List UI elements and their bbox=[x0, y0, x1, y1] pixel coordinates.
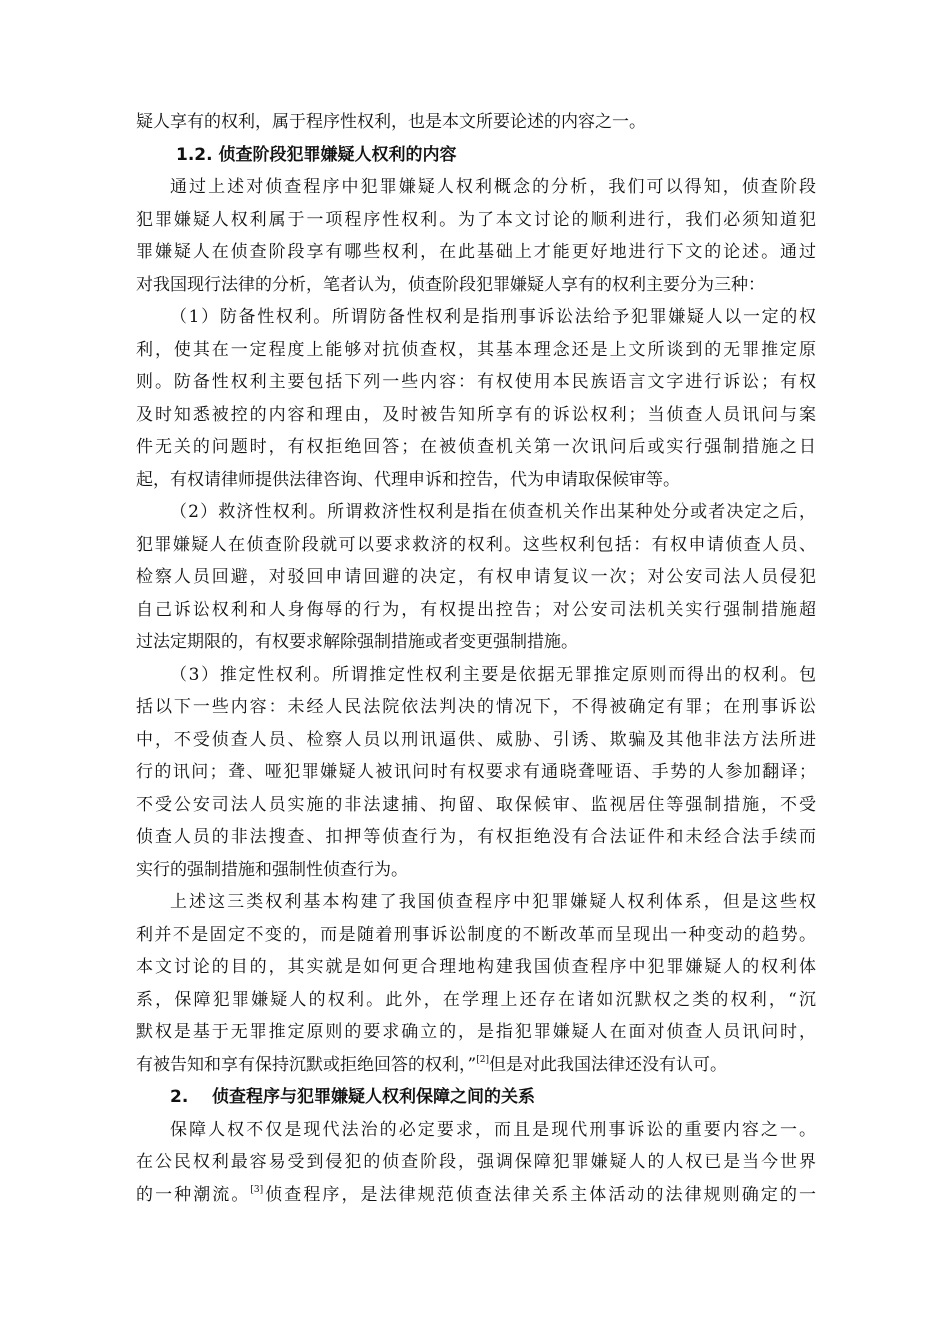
line-text: 有被告知和享有保持沉默或拒绝回答的权利，” bbox=[136, 1054, 477, 1075]
paragraph-line: 行的讯问；聋、哑犯罪嫌疑人被讯问时有权要求有通晓聋哑语、手势的人参加翻译； bbox=[136, 762, 816, 782]
paragraph-line: 括以下一些内容：未经人民法院依法判决的情况下，不得被确定有罪；在刑事诉讼 bbox=[136, 697, 816, 717]
footnote-ref[interactable]: [3] bbox=[250, 1184, 264, 1195]
paragraph-line: 在公民权利最容易受到侵犯的侦查阶段，强调保障犯罪嫌疑人的人权已是当今世界 bbox=[136, 1152, 816, 1172]
paragraph-line: 犯罪嫌疑人权利属于一项程序性权利。为了本文讨论的顺利进行，我们必须知道犯 bbox=[136, 209, 816, 230]
paragraph-line: 侦查人员的非法搜查、扣押等侦查行为，有权拒绝没有合法证件和未经合法手续而 bbox=[136, 827, 816, 847]
paragraph-line: 本文讨论的目的，其实就是如何更合理地构建我国侦查程序中犯罪嫌疑人的权利体 bbox=[136, 957, 816, 977]
paragraph-line: 上述这三类权利基本构建了我国侦查程序中犯罪嫌疑人权利体系，但是这些权 bbox=[170, 892, 816, 912]
paragraph-line: 疑人享有的权利，属于程序性权利，也是本文所要论述的内容之一。 bbox=[136, 112, 646, 132]
paragraph-line: 起，有权请律师提供法律咨询、代理申诉和控告，代为申请取保候审等。 bbox=[136, 469, 680, 490]
paragraph-line: 保障人权不仅是现代法治的必定要求，而且是现代刑事诉讼的重要内容之一。 bbox=[170, 1119, 816, 1140]
paragraph-line: 中，不受侦查人员、检察人员以刑讯逼供、威胁、引诱、欺骗及其他非法方法所进 bbox=[136, 729, 816, 750]
paragraph-line: 利，使其在一定程度上能够对抗侦查权，其基本理念还是上文所谈到的无罪推定原 bbox=[136, 339, 816, 360]
paragraph-line: （3）推定性权利。所谓推定性权利主要是依据无罪推定原则而得出的权利。包 bbox=[170, 664, 816, 685]
paragraph-line: 及时知悉被控的内容和理由，及时被告知所享有的诉讼权利；当侦查人员讯问与案 bbox=[136, 404, 816, 425]
paragraph-line: 对我国现行法律的分析，笔者认为，侦查阶段犯罪嫌疑人享有的权利主要分为三种： bbox=[136, 274, 765, 295]
paragraph-line: 自己诉讼权利和人身侮辱的行为，有权提出控告；对公安司法机关实行强制措施超 bbox=[136, 599, 816, 620]
footnote-ref[interactable]: [2] bbox=[476, 1054, 489, 1065]
line-text: 的一种潮流。 bbox=[136, 1184, 251, 1205]
heading-text: 侦查程序与犯罪嫌疑人权利保障之间的关系 bbox=[212, 1087, 535, 1107]
paragraph-line: 利并不是固定不变的，而是随着刑事诉讼制度的不断改革而呈现出一种变动的趋势。 bbox=[136, 924, 816, 945]
paragraph-line: 通过上述对侦查程序中犯罪嫌疑人权利概念的分析，我们可以得知，侦查阶段 bbox=[170, 177, 816, 197]
paragraph-line: 则。防备性权利主要包括下列一些内容：有权使用本民族语言文字进行诉讼；有权 bbox=[136, 372, 816, 392]
section-heading-2 bbox=[136, 1081, 816, 1114]
section-heading-1-2: 1.2. 侦查阶段犯罪嫌疑人权利的内容 bbox=[176, 144, 457, 165]
line-text: 但是对此我国法律还没有认可。 bbox=[488, 1054, 727, 1075]
paragraph-line: 默权是基于无罪推定原则的要求确立的，是指犯罪嫌疑人在面对侦查人员讯问时， bbox=[136, 1022, 816, 1042]
paragraph-line: 实行的强制措施和强制性侦查行为。 bbox=[136, 859, 408, 880]
document-page bbox=[136, 106, 816, 1211]
paragraph-line bbox=[136, 1049, 816, 1082]
paragraph-line: 不受公安司法人员实施的非法逮捕、拘留、取保候审、监视居住等强制措施，不受 bbox=[136, 794, 816, 815]
paragraph-line: 犯罪嫌疑人在侦查阶段就可以要求救济的权利。这些权利包括：有权申请侦查人员、 bbox=[136, 534, 816, 555]
paragraph-line: 件无关的问题时，有权拒绝回答；在被侦查机关第一次讯问后或实行强制措施之日 bbox=[136, 437, 816, 457]
paragraph-line bbox=[136, 1179, 816, 1212]
paragraph-line: 罪嫌疑人在侦查阶段享有哪些权利，在此基础上才能更好地进行下文的论述。通过 bbox=[136, 242, 816, 262]
paragraph-line: （2）救济性权利。所谓救济性权利是指在侦查机关作出某种处分或者决定之后， bbox=[170, 502, 816, 522]
paragraph-line: （1）防备性权利。所谓防备性权利是指刑事诉讼法给予犯罪嫌疑人以一定的权 bbox=[170, 307, 816, 327]
paragraph-line: 检察人员回避，对驳回申请回避的决定，有权申请复议一次；对公安司法人员侵犯 bbox=[136, 567, 816, 587]
heading-number: 2. bbox=[170, 1087, 189, 1107]
line-text: 侦查程序，是法律规范侦查法律关系主体活动的法律规则确定的一 bbox=[263, 1184, 817, 1205]
paragraph-line: 过法定期限的，有权要求解除强制措施或者变更强制措施。 bbox=[136, 632, 578, 652]
paragraph-line: 系，保障犯罪嫌疑人的权利。此外，在学理上还存在诸如沉默权之类的权利，“沉 bbox=[136, 989, 816, 1010]
